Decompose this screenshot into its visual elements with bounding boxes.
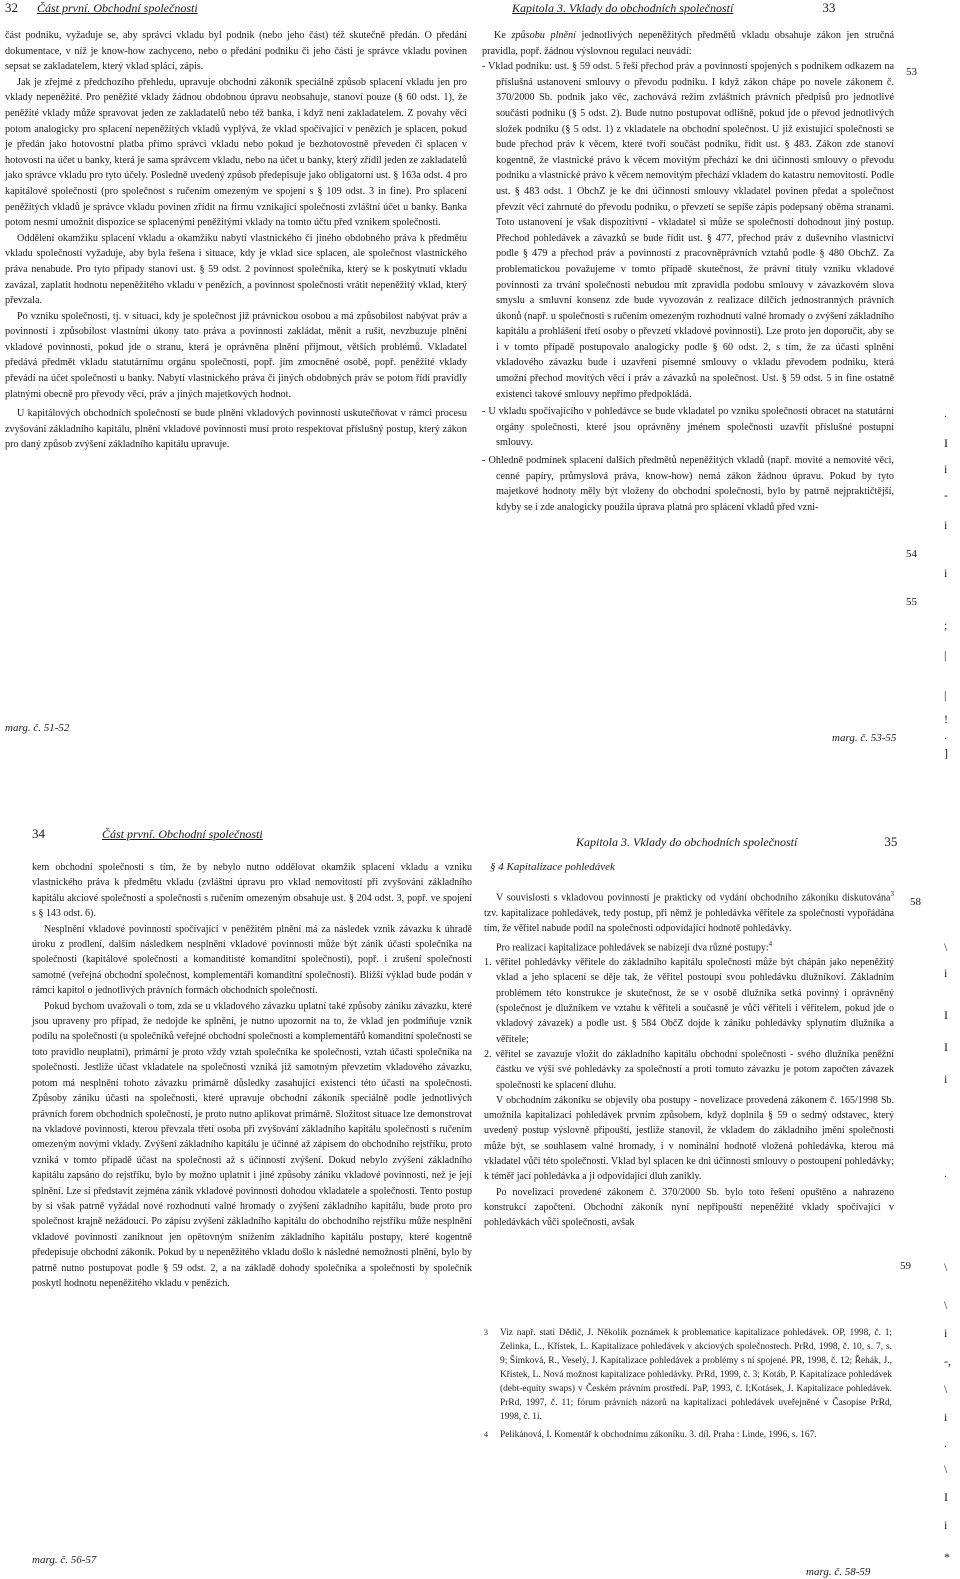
section-title: § 4 Kapitalizace pohledávek [490,861,615,873]
edge-mark: \ [944,1260,948,1274]
edge-mark: I [944,1490,948,1504]
edge-mark: i [944,1326,948,1340]
running-head: Kapitola 3. Vklady do obchodních společností [576,835,798,849]
page-number: 32 [5,0,18,15]
list-item: 2. věřitel se zavazuje vložit do základního kapitálu obchodní společnosti - svého dlužníka peněžní částku ve výši své pohledávky za společností a proti tomuto závazku je potom započten závazek společnosti ke splacení dluhu. [484,1048,894,1091]
margin-number: 55 [906,596,917,608]
edge-mark: . [944,406,947,420]
edge-mark: | [944,688,947,702]
edge-mark: i [944,1410,948,1424]
paragraph: Po novelizaci provedené zákonem č. 370/2000 Sb. bylo toto řešení opuštěno a nahrazeno konstrukcí započtení. Obchodní zákoník nyní nepřipouští nepeněžité vklady spočívající v pohledávkách vůči společnosti, avšak [484,1186,894,1229]
vklad-list [482,59,894,515]
footnote [484,1326,894,1424]
edge-mark: i [944,566,948,580]
footnote-text: Pelikánová, I. Komentář k obchodnímu zákoníku. 3. díl. Praha : Linde, 1996, s. 167. [500,1430,817,1440]
paragraph: Pro realizaci kapitalizace pohledávek se nabízejí dva různé postupy:$^4$ [496,939,773,953]
paragraph: Po vzniku společnosti, tj. v situaci, kdy je společnost již právnickou osobou a má způsobilost nabývat práv a povinností i způsobilost vlastními úkony tato práva a povinnosti zakládat, měnit a rušit, nevzbuzuje plnění vkladové povinnosti, pokud jde o stranu, která je oprávněna plnění přijmout, větších problémů. Vkladatel předává předmět vkladu statutárnímu orgánu společnosti, popř. jím zmocněné osobě, popř. peněžité vklady převádí na účet společnosti u banky. Nabytí vlastnického práva či jiných obdobných práv se potom řídí pravidly platnými obecně pro převody věcí, práv a jiných majetkových hodnot. [5,310,467,400]
edge-mark: \ [944,1462,948,1476]
marginal-reference: marg. č. 56-57 [32,1554,97,1566]
margin-number: 59 [900,1260,911,1272]
edge-mark: i [944,1072,948,1086]
footnote-text: Viz např. stati Dědič, J. Několik poznámek k problematice kapitalizace pohledávek. OP, 1998, č. 1; Zelinka, L., Křístek, L. Kapitalizace pohledávek v akciových společnostech. PrRd, 1998, č. 10, s. 7, s. 9; Šimková, R., Veselý, J. Kapitalizace pohledávek a problémy s ní spojené. PR, 1998, č. 12; Řehák, J., Křístek, L. Nová možnost kapitalizace pohledávky. PrRd, 1999, č. 3; Kotáb, P. Kapitalizace pohledávek (debt-equity swaps) v Českém právním prostředí. PaP, 1993, č. I;Kotásek, J. Kapitalizace pohledávek. PrRd, 1997, č. 11; fórum právních názorů na kapitalizaci pohledávek uveřejněné v Časopise PrRd, 1998, č. 1i. [500,1328,892,1422]
footnote [484,1428,894,1442]
paragraph: kem obchodní společnosti s tím, že by nebylo nutno oddělovat okamžik splacení vkladu a vzniku vlastnického práva k předmětu vkladu (zvláštní úpravu pro vklad nemovitostí při zvyšování základního kapitálu akciové společnosti a společnosti s ručením omezeným obsahuje ust. § 204 odst. 3, popř. ve spojení s § 143 odst. 6). [32,862,472,920]
edge-mark: I [944,1008,948,1022]
paragraph: část podniku, vyžaduje se, aby správci vkladu byl podnik (nebo jeho část) též skutečně předán. O předání dokumentace, v níž je know-how zachyceno, nebo o předání podniku či jeho části je správce vkladu povinen sepsat se zakladatelem, který vklad splácí, zápis. [5,30,467,73]
edge-mark: . [944,1166,947,1180]
edge-mark: \ [944,1298,948,1312]
footnotes [484,1326,894,1442]
edge-mark: . [944,1436,947,1450]
page-32-body [5,28,467,453]
footnote-mark: 4 [484,1430,488,1439]
paragraph: U kapitálových obchodních společností se bude plnění vkladových povinností uskutečňovat v rámci procesu zvyšování základního kapitálu, plnění vkladové povinnosti musí proto respektovat příslušný postup, který zákon pro daný způsob zvýšení základního kapitálu upravuje. [5,408,467,451]
edge-mark: * [944,1550,950,1564]
page-34-body [32,860,472,1291]
edge-mark: | [944,648,947,662]
page-header-34 [32,826,263,842]
edge-mark: . [944,728,947,742]
margin-number: 53 [906,66,917,78]
paragraph: Oddělení okamžiku splacení vkladu a okamžiku nabytí vlastnického či jiného obdobného práva k předmětu vkladu společností vyžaduje, aby byla řešena i situace, kdy je vklad sice splacen, ale společnost vlastnického práva nenabude. Pro tyto případy stanoví ust. § 59 odst. 2 povinnost společníka, který se k poskytnutí vkladu zavázal, zaplatit hodnotu nepeněžitého vkladu v penězích, a povinnost společnosti vrátit nepeněžitý vklad, který převzala. [5,232,467,307]
edge-mark: ! [944,712,948,726]
list-item: - Ohledně podmínek splacení dalších předmětů nepeněžitých vkladů (např. movité a nemovité věci, cenné papíry, průmyslová práva, know-how) nemá zákon žádnou úpravu. Pokud by tyto majetkové hodnoty měly být vloženy do obchodní společnosti, bylo by patrně nejpraktičtější, kdyby se i zde analogicky použila úprava platná pro splácení vkladů před vzni- [482,455,894,513]
footnote-mark: 3 [484,1328,488,1337]
paragraph: Nesplnění vkladové povinnosti spočívající v peněžitém plnění má za následek vznik závazku k úhradě úroku z prodlení, dalším následkem nesplnění vkladové povinnosti může být zánik účasti společníka na společnosti (kapitálové společnosti a komanditisté komanditní společnosti), popř. i zrušení společnosti samotné (veřejná obchodní společnost, komplementáři komanditní společnosti). Bližší výklad bude podán v rámci kapitol o jednotlivých právních formách obchodních společností. [32,923,472,997]
page-number: 34 [32,826,45,841]
footnote-ref: 3 [890,890,894,899]
paragraph: V obchodním zákoníku se objevily oba postupy - novelizace provedená zákonem č. 165/1998 Sb. umožnila kapitalizaci pohledávek prvním způsobem, když doplnila § 59 o sedmý odstavec, který uvedený postup výslovně připouští, jestliže stanovil, že vkladem do základního jmění společnosti může být, se souhlasem valné hromady, i v nominální hodnotě vložená pohledávka, kterou má vkladatel vůči této společnosti. Vklad byl splacen ke dni účinnosti smlouvy o postoupení pohledávky; k téměř jací pohledávka a ji odpovídající dluh zanikly. [484,1094,894,1183]
paragraph: Pokud bychom uvažovali o tom, zda se u vkladového závazku uplatní také způsoby zániku závazku, které jsou upraveny pro případ, že nedojde ke splnění, je nutno upozornit na to, že vklad jen podmíňuje vznik podílu na společnosti (u společníků veřejné obchodní společnosti a komplementářů komanditní společnosti se toto pravidlo neuplatní), primární je proto vždy vztah společníka ke společnosti, vztah účasti společníka na společnosti. Jestliže účast vkladatele na společnosti vzniká již samotným převzetím vkladového závazku, potom má nesplnění tohoto závazku primárně důsledky zasahující existenci této účasti na společnosti. Způsoby zániku účasti na společnosti, které upravuje obchodní zákoník speciálně podle jednotlivých právních forem obchodních společností, je proto nutno aplikovat primárně. Složitost situace lze demonstrovat na vkladové povinnosti, kterou převzala třetí osoba při zvyšování základního kapitálu společnosti s ručením omezeným novými vklady. Zvýšení základního kapitálu je účinné až zápisem do obchodního rejstříku, proto vzniká v tomto případě účast na společnosti až s účinností zvýšení. Dokud nebylo zvýšení základního kapitálu zapsáno do rejstříku, bylo by možno uplatnit i jiné způsoby zániku vkladové povinnosti, než je její splnění. Lze si představit zejména zánik vkladové povinnosti dohodou vkladatele a společnosti. Tento postup by si však patrně vyžádal nové rozhodnutí valné hromady o zvýšení základního kapitálu, bude proto pro společnost krajně nežádoucí. Po zápisu zvýšení základního kapitálu do obchodního rejstříku může nesplnění vkladové povinnosti zaniknout jen opětovným snížením základního kapitálu postupy, které kogentně předepisuje obchodní zákoník. Pokud by u nepeněžitého vkladu došlo k následné nemožnosti plnění, bylo by patrně nutno postupovat podle § 59 odst. 2, a na základě dohody společníka a společnosti by společník poskytl hodnotu nepeněžitého vkladu v penězích. [32,1000,472,1289]
page-number: 33 [822,0,836,15]
marginal-reference: marg. č. 51-52 [5,722,70,734]
paragraph: V souvislosti s vkladovou povinností je prakticky od vydání obchodního zákoníku diskutována$^3$ tzv. kapitalizace pohledávek, tedy postup, při němž je pohledávka věřitele za společností vypořádána tím, že věřitel nabude podíl na společnosti odpovídající hodnotě pohledávky. [484,890,894,935]
page-header-33 [512,0,835,16]
page-33-body [482,28,894,517]
page-35-body [484,860,894,1230]
edge-mark: \ [944,940,948,954]
list-item: 1. věřitel pohledávky věřitele do základního kapitálu společnosti může být chápán jako nepeněžitý vklad a jeho splacení se děje tak, že věřitel postoupí svou pohledávku dlužníkovi. Základním problémem této konstrukce je skutečnost, že se v osobě dlužníka setká povinný i oprávněný (společnost je dlužníkem ve vztahu k věřiteli a současně je vůči věřiteli i věřitelem, pokud jde o vkladový závazek) a podle ust. § 584 ObčZ dojde k zániku pohledávky splynutím dlužníka a věřitele; [484,957,894,1045]
paragraph: Jak je zřejmé z předchozího přehledu, upravuje obchodní zákoník speciálně způsob splacení vkladu jen pro vklady nepeněžité. Pro peněžité vklady žádnou obdobnou úpravu neobsahuje, stanoví pouze (§ 60 odst. 1), že peněžité vklady může spravovat jeden ze zakladatelů nebo též banka, i když není zakladatelem. Z povahy věci potom analogicky pro splacení nepeněžitých vkladů vyplývá, že vklad spočívající v penězích je splacen, pokud je předán jako hotovostní platba přímo správci vkladu nebo pokud je bezhotovostně převeden či splacen v hotovosti na účet u banky, která je sama správcem vkladu, nebo na účet u banky, který zřídil jeden ze zakladatelů jako správce vkladu pro tyto účely. Posledně uvedený způsob předepisuje jako obligatorní ust. § 163a odst. 4 pro kapitálové společnosti (pro společnost s ručením omezeným ve spojení s § 109 odst. 3 in fine). Pro splacení peněžitých vkladů je správce vkladu povinen zřídit na firmu vznikající společnosti zvláštní účet u banky. Banka potom nesmí umožnit dispozice se splacenými peněžitými vklady na tomto účtu před vznikem společnosti. [5,76,467,229]
paragraph: Ke způsobu plnění jednotlivých nepeněžitých předmětů vkladu obsahuje zákon jen stručná pravidla, popř. žádnou výslovnou regulaci neuvádí: [482,30,894,57]
marginal-reference: marg. č. 58-59 [806,1566,871,1578]
page-number: 35 [884,834,898,849]
running-head: Kapitola 3. Vklady do obchodních společností [512,1,734,15]
edge-mark: ] [944,746,948,760]
margin-number: 58 [910,896,921,908]
spread-pages-34-35 [0,790,960,1579]
list-item: - Vklad podniku: ust. § 59 odst. 5 řeší přechod práv a povinností spojených s podnikem odkazem na příslušná ustanovení smlouvy o převodu podniku. I když zákon chápe po novele zákonem č. 370/2000 Sb. podnik jako věc, zachovává režim zvláštních právních předpisů pro jednotlivé součásti podniku (§ 5 odst. 2). Bude nutno postupovat odlišně, pokud jde o převod jednotlivých složek podniku (§ 5 odst. 1) z vkladatele na obchodní společnost. U již existující společnosti se bude přechod práv k věcem, které tvoří součást podniku, řídit ust. § 483. Zákon zde stanoví kogentně, že vlastnické právo k věcem movitým přechází ke dni účinnosti smlouvy o převodu podniku a vlastnické právo k věcem nemovitým přechází vkladem do katastru nemovitostí. Podle ust. § 483 odst. 1 ObchZ je ke dni účinnosti smlouvy vkladatel povinen předat a společnost převzít věci zahrnuté do převodu podniku, o převzetí se sepíše zápis podepsaný oběma stranami. Toto ustanovení je však dispozitivní - vkladatel si může se společností dohodnout jiný postup. Přechod pohledávek a závazků se bude řídit ust. § 477, přechod práv z duševního vlastnictví podle § 479 a přechod práv a povinností z pracovněprávních vztahů podle § 480 ObchZ. Za problematickou považujeme v tomto případě skutečnost, že právní tituly vzniku vkladové povinnosti za trvání společnosti nebudou mít zpravidla podobu smlouvy v závazkovém slova smyslu a smluvní konsenz zde bude vyvozován z realizace dílčích jednostranných právních úkonů (např. u společnosti s ručením omezeným rozhodnutí valné hromady o zvýšení základního kapitálu a prohlášení třetí osoby o převzetí vkladové povinnosti). Lze proto jen doporučit, aby se i v tomto případě postupovalo analogicky podle § 60 odst. 2, s tím, že za účasti splnění vkladového závazku bude i uzavření písemné smlouvy o vkladu převodem podniku, která umožní přechod movitých věcí i práv a závazků na společnost. Ust. § 59 odst. 5 in fine ostatně existenci takové smlouvy nepřímo předpokládá. [482,61,894,400]
footnote-ref: 4 [768,939,773,948]
edge-mark: - [944,488,948,502]
edge-mark: I [944,436,948,450]
edge-mark: -, [944,1354,951,1368]
edge-mark: i [944,518,948,532]
margin-number: 54 [906,548,917,560]
edge-mark: i [944,966,948,980]
edge-mark: i [944,1518,948,1532]
edge-mark: I [944,1040,948,1054]
edge-mark: i [944,462,948,476]
edge-mark: \ [944,1382,948,1396]
running-head: Část první. Obchodní společnosti [37,1,198,15]
edge-mark: ; [944,618,948,632]
list-item: - U vkladu spočívajícího v pohledávce se bude vkladatel po vzniku společnosti obracet na statutární orgány společnosti, které jsou oprávněny jménem společnosti uzavřít příslušné postupní smlouvy. [482,406,894,449]
page-header-32 [5,0,198,16]
marginal-reference: marg. č. 53-55 [832,732,897,744]
page-header-35 [576,834,897,850]
running-head: Část první. Obchodní společnosti [102,827,263,841]
